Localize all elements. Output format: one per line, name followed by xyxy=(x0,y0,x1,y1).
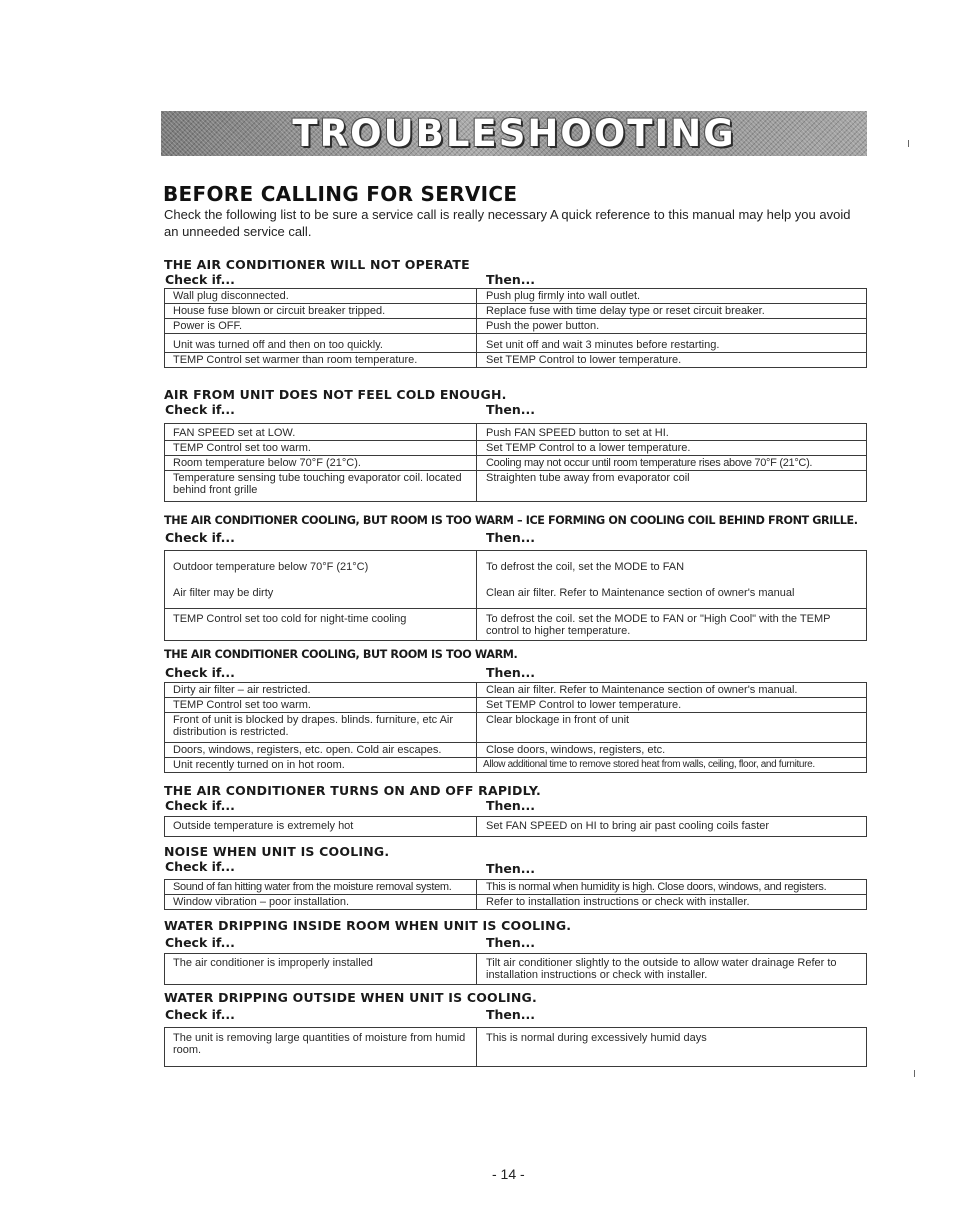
page-title: BEFORE CALLING FOR SERVICE xyxy=(163,182,518,206)
then-header: Then... xyxy=(486,272,536,287)
then-header: Then... xyxy=(486,665,536,680)
check-cell: Dirty air filter – air restricted. xyxy=(165,683,477,698)
banner-title: TROUBLESHOOTING xyxy=(292,112,736,155)
section-title: WATER DRIPPING OUTSIDE WHEN UNIT IS COOLING. xyxy=(164,990,537,1005)
then-cell: Set TEMP Control to a lower temperature. xyxy=(477,441,867,456)
column-headers xyxy=(164,798,868,816)
table-row xyxy=(165,289,867,304)
table-row xyxy=(165,1028,867,1067)
section-title: THE AIR CONDITIONER COOLING, BUT ROOM IS TOO WARM – ICE FORMING ON COOLING COIL BEHIND FRONT GRILLE. xyxy=(164,514,858,527)
then-cell: Push FAN SPEED button to set at HI. xyxy=(477,424,867,441)
check-cell: Sound of fan hitting water from the moisture removal system. xyxy=(165,880,477,895)
check-cell: TEMP Control set too warm. xyxy=(165,698,477,713)
then-cell: Refer to installation instructions or check with installer. xyxy=(477,895,867,910)
check-if-header: Check if... xyxy=(165,1007,235,1022)
check-cell: House fuse blown or circuit breaker tripped. xyxy=(165,304,477,319)
troubleshooting-banner xyxy=(161,111,867,156)
then-cell: Set FAN SPEED on HI to bring air past cooling coils faster xyxy=(477,817,867,837)
check-if-header: Check if... xyxy=(165,798,235,813)
then-cell: To defrost the coil, set the MODE to FAN xyxy=(477,551,867,581)
then-cell: Push the power button. xyxy=(477,319,867,334)
table-row xyxy=(165,581,867,609)
then-cell: Set TEMP Control to lower temperature. xyxy=(477,698,867,713)
section-ice-forming xyxy=(164,514,868,641)
then-cell: Close doors, windows, registers, etc. xyxy=(477,743,867,758)
then-cell: Replace fuse with time delay type or reset circuit breaker. xyxy=(477,304,867,319)
then-cell: Cooling may not occur until room temperature rises above 70°F (21°C). xyxy=(477,456,867,471)
then-cell: This is normal during excessively humid days xyxy=(477,1028,867,1067)
check-cell: The air conditioner is improperly installed xyxy=(165,954,477,985)
then-header: Then... xyxy=(486,861,536,876)
table-row xyxy=(165,683,867,698)
then-header: Then... xyxy=(486,530,536,545)
section-water-outside xyxy=(164,991,868,1067)
check-cell: Power is OFF. xyxy=(165,319,477,334)
then-cell: This is normal when humidity is high. Close doors, windows, and registers. xyxy=(477,880,867,895)
troubleshooting-table xyxy=(164,288,867,368)
table-row xyxy=(165,334,867,353)
troubleshooting-table xyxy=(164,682,867,773)
section-title: AIR FROM UNIT DOES NOT FEEL COLD ENOUGH. xyxy=(164,387,507,402)
column-headers xyxy=(164,272,868,288)
check-cell: TEMP Control set too warm. xyxy=(165,441,477,456)
then-cell: Clear blockage in front of unit xyxy=(477,713,867,743)
then-cell: To defrost the coil. set the MODE to FAN or "High Cool" with the TEMP control to higher temperature. xyxy=(477,609,867,641)
scan-mark xyxy=(914,1070,915,1077)
table-row xyxy=(165,304,867,319)
check-cell: FAN SPEED set at LOW. xyxy=(165,424,477,441)
then-cell: Allow additional time to remove stored heat from walls, ceiling, floor, and furniture. xyxy=(477,758,867,773)
table-row xyxy=(165,456,867,471)
then-cell: Straighten tube away from evaporator coil xyxy=(477,471,867,502)
table-row xyxy=(165,895,867,910)
check-cell: Doors, windows, registers, etc. open. Cold air escapes. xyxy=(165,743,477,758)
troubleshooting-table xyxy=(164,816,867,837)
then-header: Then... xyxy=(486,798,536,813)
troubleshooting-table xyxy=(164,879,867,910)
check-cell: Outdoor temperature below 70°F (21°C) xyxy=(165,551,477,581)
section-not-cold-enough xyxy=(164,388,868,502)
scan-mark xyxy=(908,140,909,147)
check-cell: TEMP Control set warmer than room temperature. xyxy=(165,353,477,368)
section-water-inside xyxy=(164,919,868,985)
check-cell: Temperature sensing tube touching evaporator coil. located behind front grille xyxy=(165,471,477,502)
check-cell: Air filter may be dirty xyxy=(165,581,477,609)
table-row xyxy=(165,424,867,441)
then-header: Then... xyxy=(486,402,536,417)
table-row xyxy=(165,698,867,713)
check-if-header: Check if... xyxy=(165,859,235,874)
table-row xyxy=(165,319,867,334)
intro-paragraph: Check the following list to be sure a service call is really necessary A quick reference to this manual may help you avoid an unneeded service call. xyxy=(164,207,851,239)
column-headers xyxy=(164,402,868,423)
section-title: THE AIR CONDITIONER WILL NOT OPERATE xyxy=(164,257,470,272)
section-on-off-rapidly xyxy=(164,784,868,837)
table-row xyxy=(165,609,867,641)
table-row xyxy=(165,880,867,895)
section-too-warm xyxy=(164,648,868,773)
section-title: THE AIR CONDITIONER COOLING, BUT ROOM IS TOO WARM. xyxy=(164,648,518,661)
then-cell: Clean air filter. Refer to Maintenance section of owner's manual xyxy=(477,581,867,609)
column-headers xyxy=(164,859,868,879)
table-row xyxy=(165,551,867,581)
troubleshooting-table xyxy=(164,953,867,985)
check-if-header: Check if... xyxy=(165,272,235,287)
check-cell: Front of unit is blocked by drapes. blinds. furniture, etc Air distribution is restricted. xyxy=(165,713,477,743)
troubleshooting-table xyxy=(164,550,867,641)
troubleshooting-table xyxy=(164,1027,867,1067)
section-title: WATER DRIPPING INSIDE ROOM WHEN UNIT IS COOLING. xyxy=(164,918,572,933)
section-title: NOISE WHEN UNIT IS COOLING. xyxy=(164,844,390,859)
table-row xyxy=(165,954,867,985)
page-number: - 14 - xyxy=(492,1166,525,1182)
check-if-header: Check if... xyxy=(165,530,235,545)
then-header: Then... xyxy=(486,1007,536,1022)
then-cell: Push plug firmly into wall outlet. xyxy=(477,289,867,304)
check-cell: Outside temperature is extremely hot xyxy=(165,817,477,837)
table-row xyxy=(165,817,867,837)
check-cell: The unit is removing large quantities of moisture from humid room. xyxy=(165,1028,477,1067)
check-if-header: Check if... xyxy=(165,402,235,417)
table-row xyxy=(165,713,867,743)
check-cell: Wall plug disconnected. xyxy=(165,289,477,304)
column-headers xyxy=(164,665,868,682)
column-headers xyxy=(164,935,868,953)
column-headers xyxy=(164,530,868,550)
table-row xyxy=(165,353,867,368)
section-title: THE AIR CONDITIONER TURNS ON AND OFF RAPIDLY. xyxy=(164,783,541,798)
section-will-not-operate xyxy=(164,258,868,368)
table-row xyxy=(165,758,867,773)
check-cell: Unit recently turned on in hot room. xyxy=(165,758,477,773)
then-header: Then... xyxy=(486,935,536,950)
then-cell: Set TEMP Control to lower temperature. xyxy=(477,353,867,368)
check-cell: Window vibration – poor installation. xyxy=(165,895,477,910)
then-cell: Set unit off and wait 3 minutes before restarting. xyxy=(477,334,867,353)
table-row xyxy=(165,743,867,758)
check-if-header: Check if... xyxy=(165,935,235,950)
troubleshooting-table xyxy=(164,423,867,502)
column-headers xyxy=(164,1007,868,1027)
then-cell: Tilt air conditioner slightly to the outside to allow water drainage Refer to installation instructions or check with installer. xyxy=(477,954,867,985)
check-cell: Unit was turned off and then on too quickly. xyxy=(165,334,477,353)
check-cell: Room temperature below 70°F (21°C). xyxy=(165,456,477,471)
check-if-header: Check if... xyxy=(165,665,235,680)
section-noise xyxy=(164,845,868,910)
then-cell: Clean air filter. Refer to Maintenance section of owner's manual. xyxy=(477,683,867,698)
table-row xyxy=(165,471,867,502)
check-cell: TEMP Control set too cold for night-time cooling xyxy=(165,609,477,641)
table-row xyxy=(165,441,867,456)
